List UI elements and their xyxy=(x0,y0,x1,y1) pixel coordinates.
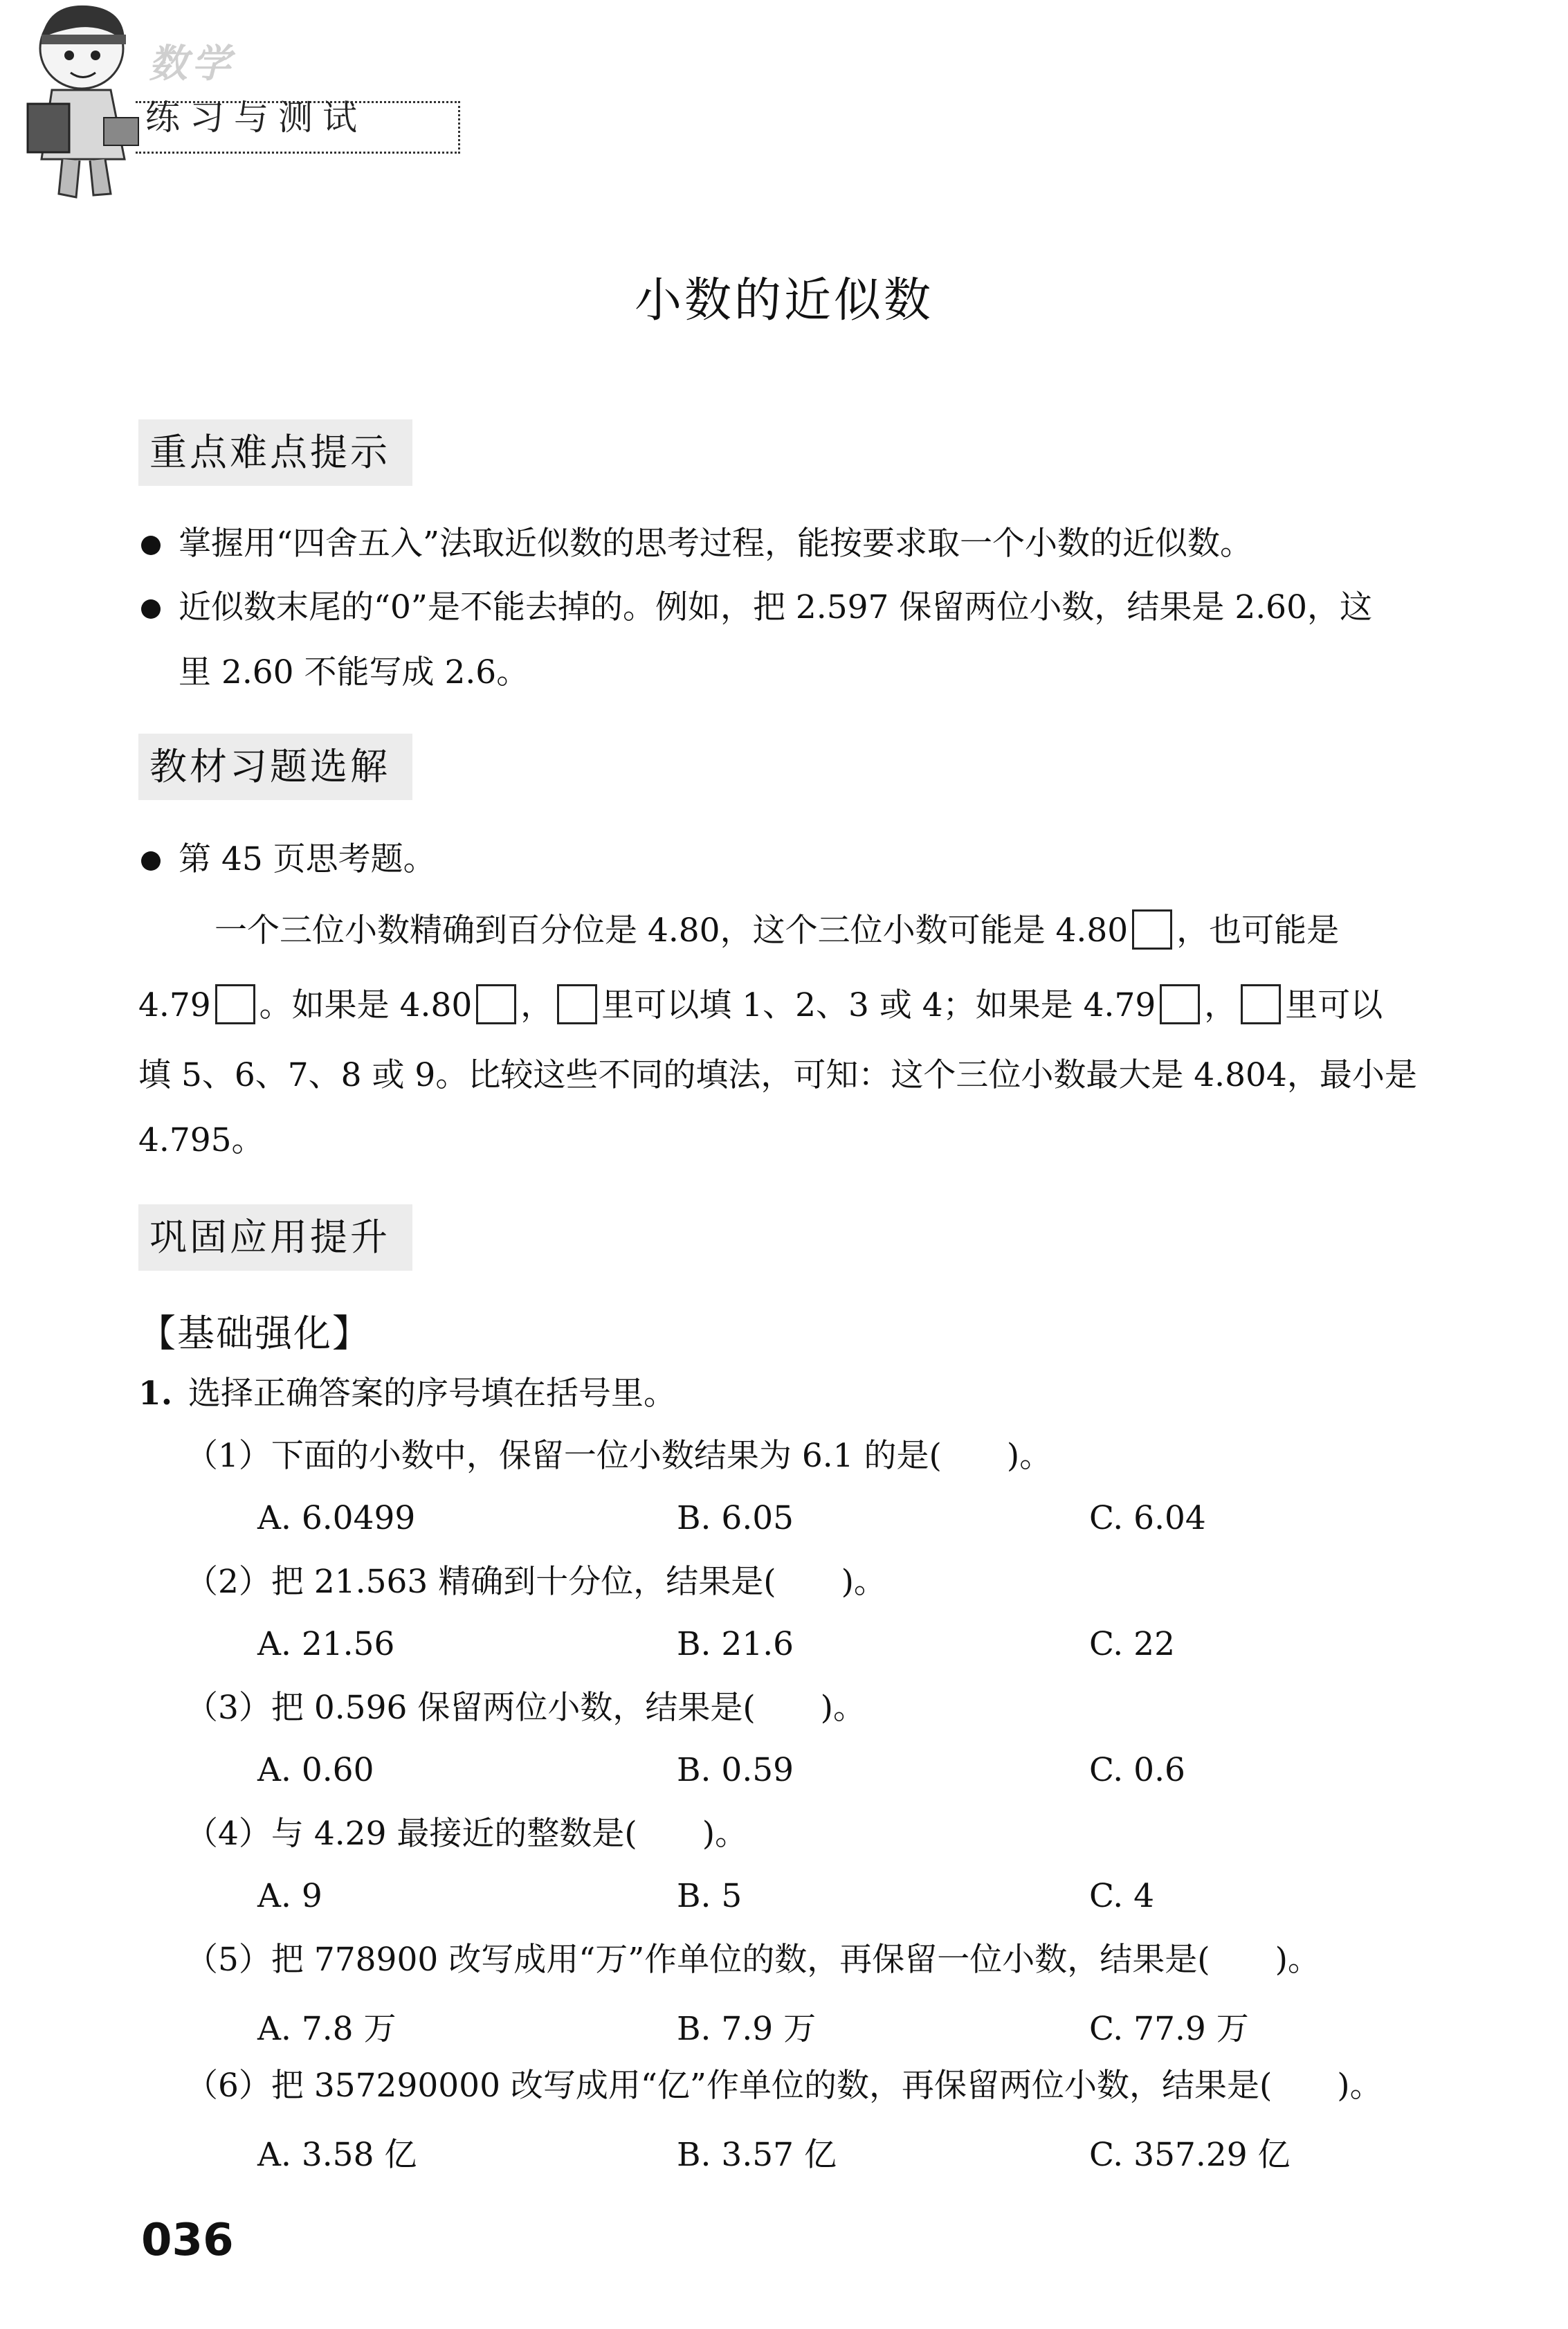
option-c[interactable]: C. 4 xyxy=(1089,1877,1155,1915)
option-c[interactable]: C. 77.9 万 xyxy=(1089,2010,1249,2048)
solution-line-1 xyxy=(215,909,1339,952)
tip-line-1: 掌握用“四舍五入”法取近似数的思考过程，能按要求取一个小数的近似数。 xyxy=(179,525,1253,563)
solution-text: 里可以 xyxy=(1285,986,1383,1024)
tip-line-2: 近似数末尾的“0”是不能去掉的。例如，把 2.597 保留两位小数，结果是 2.60，这 xyxy=(179,588,1372,626)
option-c[interactable]: C. 6.04 xyxy=(1089,1499,1206,1537)
section-heading-practice: 巩固应用提升 xyxy=(138,1204,412,1271)
option-b[interactable]: B. 0.59 xyxy=(677,1751,794,1789)
option-a[interactable]: A. 0.60 xyxy=(257,1751,374,1789)
item-stem: （4）与 4.29 最接近的整数是( )。 xyxy=(185,1815,748,1853)
item-stem: （1）下面的小数中，保留一位小数结果为 6.1 的是( )。 xyxy=(185,1437,1052,1475)
item-stem: （3）把 0.596 保留两位小数，结果是( )。 xyxy=(185,1689,866,1727)
solution-text: 里可以填 1、2、3 或 4；如果是 4.79 xyxy=(601,986,1156,1024)
blank-box[interactable] xyxy=(557,984,597,1024)
solution-text: ， xyxy=(1204,986,1237,1024)
option-b[interactable]: B. 3.57 亿 xyxy=(677,2136,837,2174)
option-b[interactable]: B. 7.9 万 xyxy=(677,2010,817,2048)
brand-series: 练习与测试 xyxy=(145,98,367,138)
option-c[interactable]: C. 357.29 亿 xyxy=(1089,2136,1291,2174)
solution-text: 一个三位小数精确到百分位是 4.80，这个三位小数可能是 4.80 xyxy=(215,912,1129,950)
blank-box[interactable] xyxy=(1160,984,1200,1024)
page-number: 036 xyxy=(141,2215,234,2266)
option-a[interactable]: A. 21.56 xyxy=(257,1625,395,1663)
option-b[interactable]: B. 21.6 xyxy=(677,1625,794,1663)
question-number: 1. xyxy=(138,1375,173,1413)
item-stem: （2）把 21.563 精确到十分位，结果是( )。 xyxy=(185,1563,886,1601)
option-a[interactable]: A. 9 xyxy=(257,1877,322,1915)
item-stem: （5）把 778900 改写成用“万”作单位的数，再保留一位小数，结果是( )。 xyxy=(185,1941,1320,1979)
bullet-dot xyxy=(141,599,161,619)
solution-line-3: 填 5、6、7、8 或 9。比较这些不同的填法，可知：这个三位小数最大是 4.804，最小是 xyxy=(138,1056,1417,1094)
option-c[interactable]: C. 22 xyxy=(1089,1625,1175,1663)
blank-box[interactable] xyxy=(1132,909,1172,950)
solution-text: ， xyxy=(520,986,554,1024)
option-c[interactable]: C. 0.6 xyxy=(1089,1751,1185,1789)
solution-line-2 xyxy=(138,984,1383,1026)
tip-line-3: 里 2.60 不能写成 2.6。 xyxy=(179,653,529,691)
blank-box[interactable] xyxy=(476,984,516,1024)
textbook-ref: 第 45 页思考题。 xyxy=(179,840,436,878)
option-b[interactable]: B. 5 xyxy=(677,1877,742,1915)
option-a[interactable]: A. 7.8 万 xyxy=(257,2010,396,2048)
bullet-dot xyxy=(141,851,161,871)
solution-text: 4.79 xyxy=(138,986,211,1024)
section-heading-textbook: 教材习题选解 xyxy=(138,734,412,800)
option-a[interactable]: A. 3.58 亿 xyxy=(257,2136,417,2174)
question-text: 选择正确答案的序号填在括号里。 xyxy=(188,1375,676,1413)
section-heading-tips: 重点难点提示 xyxy=(138,419,412,486)
blank-box[interactable] xyxy=(215,984,255,1024)
option-a[interactable]: A. 6.0499 xyxy=(257,1499,416,1537)
option-b[interactable]: B. 6.05 xyxy=(677,1499,794,1537)
solution-line-4: 4.795。 xyxy=(138,1121,264,1159)
solution-text: ，也可能是 xyxy=(1176,912,1340,950)
blank-box[interactable] xyxy=(1241,984,1281,1024)
mascot-illustration xyxy=(21,0,152,208)
subheading-basic: 【基础强化】 xyxy=(138,1312,371,1355)
page-title: 小数的近似数 xyxy=(634,273,933,328)
bullet-dot xyxy=(141,536,161,555)
brand-subject: 数学 xyxy=(149,42,235,87)
item-stem: （6）把 357290000 改写成用“亿”作单位的数，再保留两位小数，结果是( )。 xyxy=(185,2067,1383,2105)
solution-text: 。如果是 4.80 xyxy=(259,986,473,1024)
